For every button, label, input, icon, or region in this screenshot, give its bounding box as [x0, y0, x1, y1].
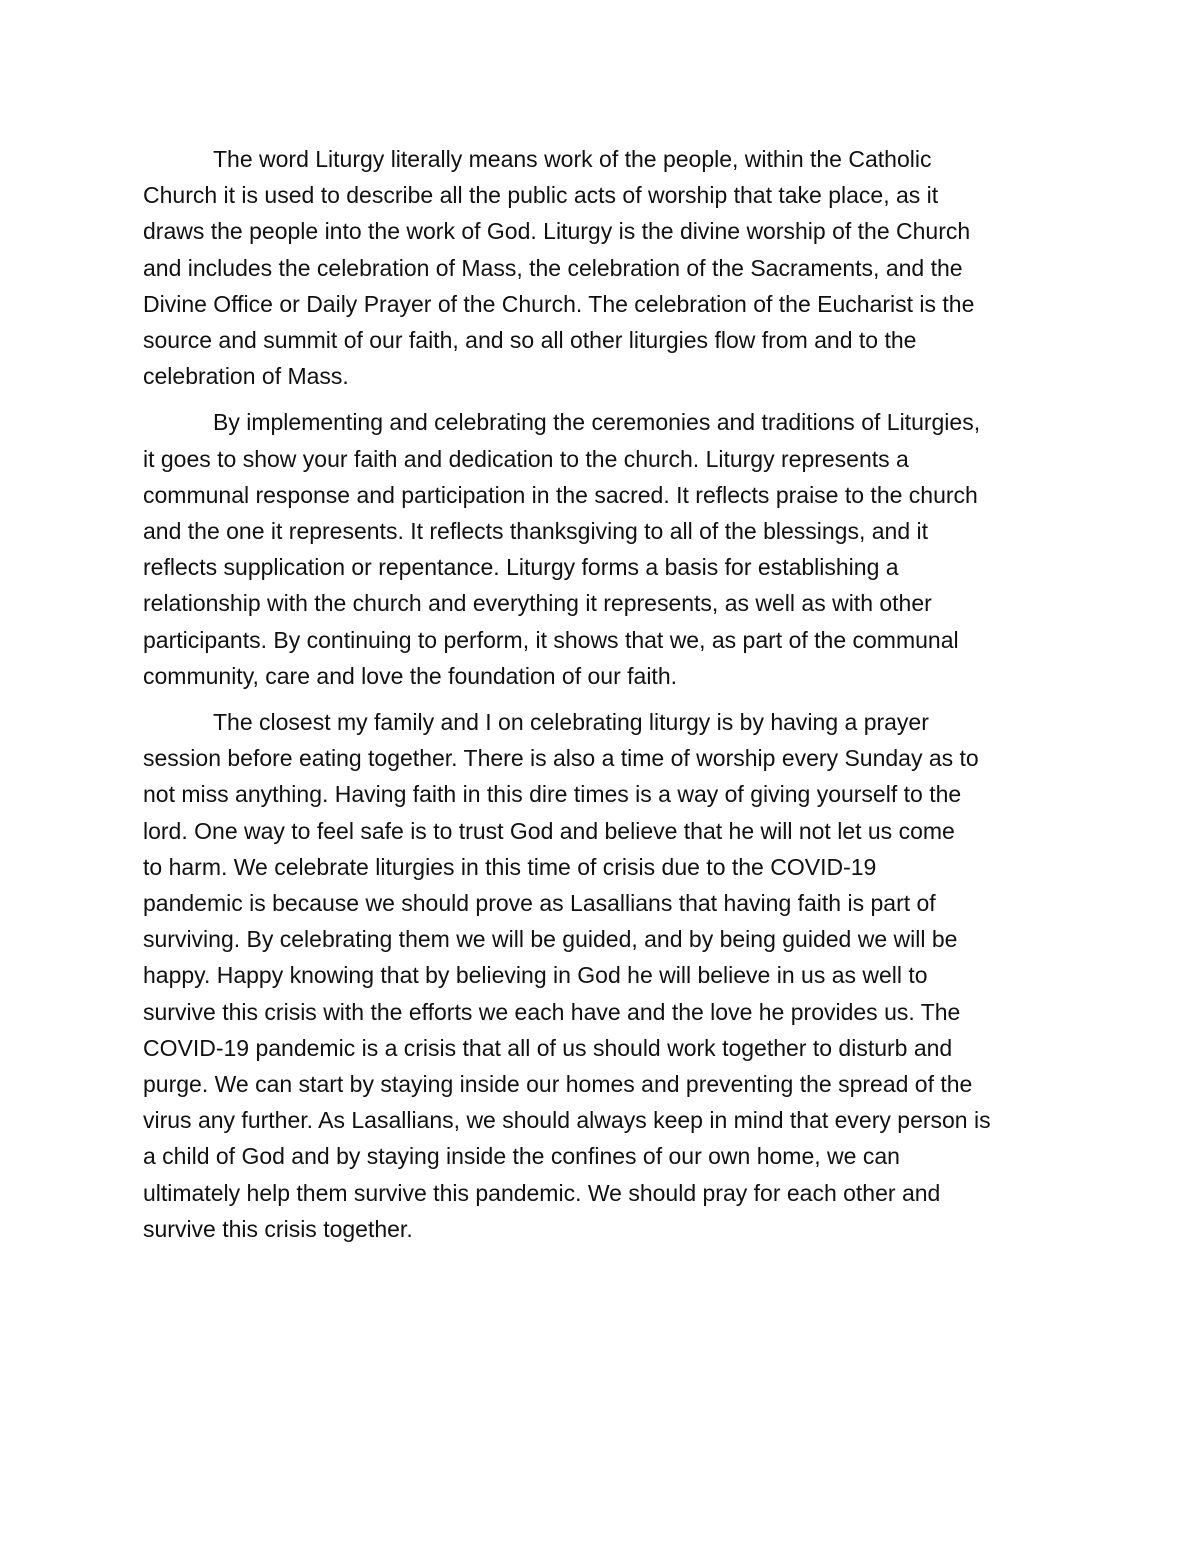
paragraph-line: draws the people into the work of God. Liturgy is the divine worship of the Church	[143, 218, 971, 245]
paragraph-line: lord. One way to feel safe is to trust God and believe that he will not let us come	[143, 817, 955, 844]
paragraph-line: virus any further. As Lasallians, we should always keep in mind that every person is	[143, 1107, 991, 1134]
paragraph-line: survive this crisis together.	[143, 1215, 413, 1242]
paragraph-line: survive this crisis with the efforts we each have and the love he provides us. The	[143, 998, 961, 1025]
paragraph-line: surviving. By celebrating them we will be guided, and by being guided we will be	[143, 926, 958, 953]
document-body	[143, 141, 1063, 1257]
paragraph-line: The closest my family and I on celebrating liturgy is by having a prayer	[213, 709, 929, 736]
paragraph-line: By implementing and celebrating the ceremonies and traditions of Liturgies,	[213, 409, 981, 436]
paragraph-line: and the one it represents. It reflects thanksgiving to all of the blessings, and it	[143, 518, 929, 545]
paragraph-line: Divine Office or Daily Prayer of the Church. The celebration of the Eucharist is the	[143, 290, 975, 317]
paragraph-line: celebration of Mass.	[143, 363, 349, 390]
paragraph-line: a child of God and by staying inside the confines of our own home, we can	[143, 1143, 900, 1170]
paragraph-line: reflects supplication or repentance. Liturgy forms a basis for establishing a	[143, 554, 899, 581]
paragraph-line: session before eating together. There is also a time of worship every Sunday as to	[143, 745, 979, 772]
paragraph-line: The word Liturgy literally means work of the people, within the Catholic	[213, 146, 932, 172]
paragraph-line: source and summit of our faith, and so all other liturgies flow from and to the	[143, 327, 917, 354]
paragraph-line: to harm. We celebrate liturgies in this time of crisis due to the COVID-19	[143, 853, 877, 880]
paragraph-line: COVID-19 pandemic is a crisis that all of us should work together to disturb and	[143, 1034, 953, 1061]
paragraph-line: Church it is used to describe all the public acts of worship that take place, as it	[143, 182, 939, 209]
paragraph-line: not miss anything. Having faith in this dire times is a way of giving yourself to the	[143, 781, 962, 808]
paragraph-line: communal response and participation in the sacred. It reflects praise to the church	[143, 481, 978, 508]
paragraph-line: pandemic is because we should prove as Lasallians that having faith is part of	[143, 890, 936, 917]
paragraph-line: and includes the celebration of Mass, the celebration of the Sacraments, and the	[143, 254, 963, 281]
paragraph-1	[143, 141, 1063, 394]
paragraph-2	[143, 404, 1063, 694]
paragraph-line: community, care and love the foundation of our faith.	[143, 662, 677, 689]
paragraph-line: ultimately help them survive this pandemic. We should pray for each other and	[143, 1179, 941, 1206]
paragraph-line: participants. By continuing to perform, it shows that we, as part of the communal	[143, 626, 959, 653]
paragraph-line: relationship with the church and everything it represents, as well as with other	[143, 590, 932, 617]
paragraph-3	[143, 704, 1063, 1247]
paragraph-line: purge. We can start by staying inside our homes and preventing the spread of the	[143, 1071, 973, 1098]
paragraph-line: happy. Happy knowing that by believing in God he will believe in us as well to	[143, 962, 928, 989]
paragraph-line: it goes to show your faith and dedication to the church. Liturgy represents a	[143, 445, 909, 472]
